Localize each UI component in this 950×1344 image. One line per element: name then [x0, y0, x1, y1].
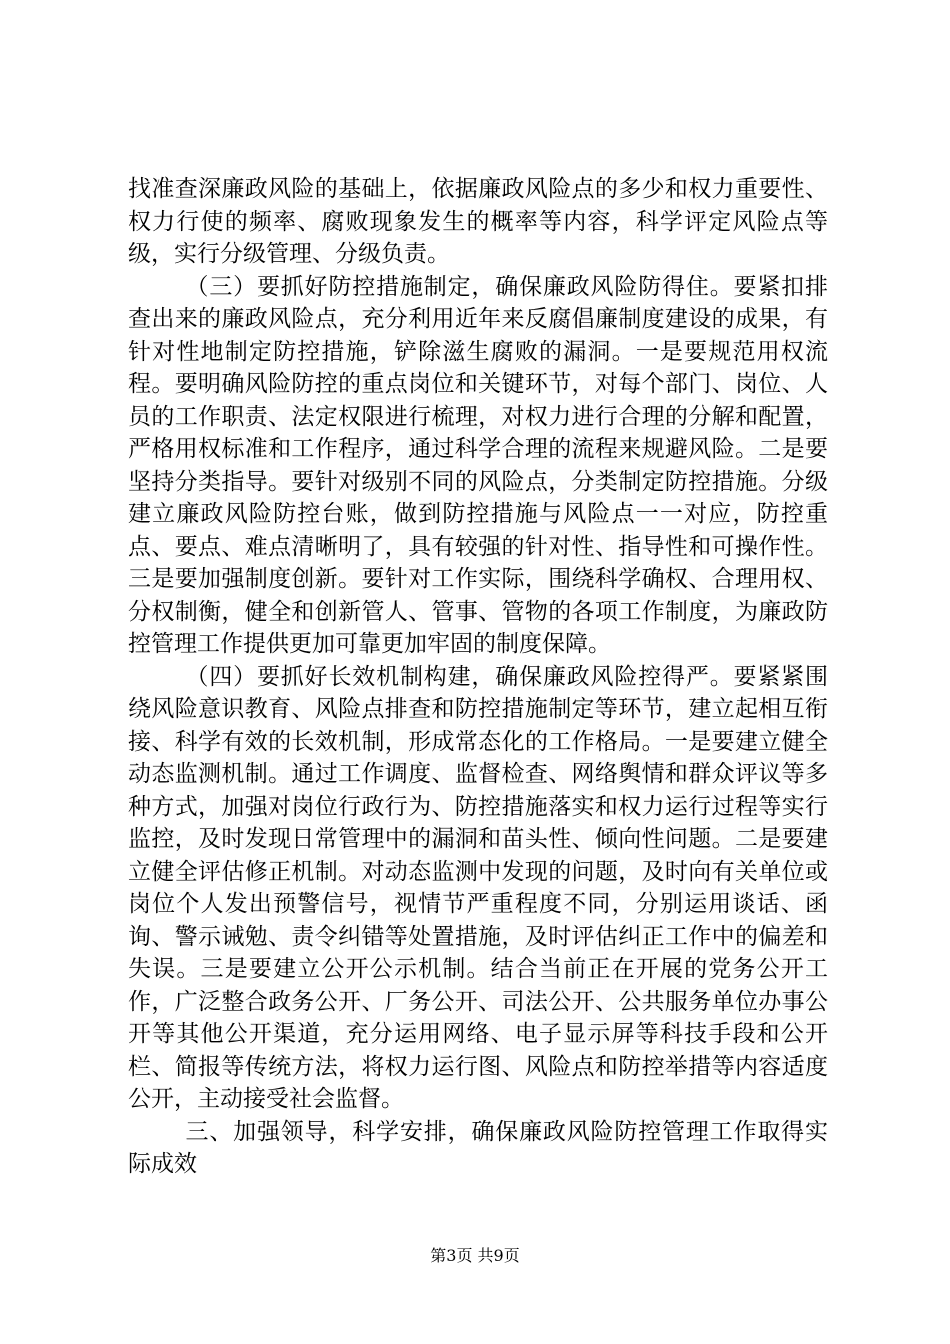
page-number: 第3页 共9页: [430, 1246, 520, 1265]
paragraph-continuation: 找准查深廉政风险的基础上，依据廉政风险点的多少和权力重要性、权力行使的频率、腐败现象发生的概率等内容，科学评定风险点等级，实行分级管理、分级负责。: [128, 176, 828, 267]
paragraph-section-3: （三）要抓好防控措施制定，确保廉政风险防得住。要紧扣排查出来的廉政风险点，充分利用近年来反腐倡廉制度建设的成果，有针对性地制定防控措施，铲除滋生腐败的漏洞。一是要规范用权流程。要明确风险防控的重点岗位和关键环节，对每个部门、岗位、人员的工作职责、法定权限进行梳理，对权力进行合理的分解和配置，严格用权标准和工作程序，通过科学合理的流程来规避风险。二是要坚持分类指导。要针对级别不同的风险点，分类制定防控措施。分级建立廉政风险防控台账，做到防控措施与风险点一一对应，防控重点、要点、难点清晰明了，具有较强的针对性、指导性和可操作性。三是要加强制度创新。要针对工作实际，围绕科学确权、合理用权、分权制衡，健全和创新管人、管事、管物的各项工作制度，为廉政防控管理工作提供更加可靠更加牢固的制度保障。: [128, 273, 828, 657]
page-footer: [0, 1246, 950, 1266]
heading-part-3: 三、加强领导，科学安排，确保廉政风险防控管理工作取得实际成效: [128, 1118, 828, 1177]
paragraph-section-4: （四）要抓好长效机制构建，确保廉政风险控得严。要紧紧围绕风险意识教育、风险点排查和防控措施制定等环节，建立起相互衔接、科学有效的长效机制，形成常态化的工作格局。一是要建立健全动态监测机制。通过工作调度、监督检查、网络舆情和群众评议等多种方式，加强对岗位行政行为、防控措施落实和权力运行过程等实行监控，及时发现日常管理中的漏洞和苗头性、倾向性问题。二是要建立健全评估修正机制。对动态监测中发现的问题，及时向有关单位或岗位个人发出预警信号，视情节严重程度不同，分别运用谈话、函询、警示诫勉、责令纠错等处置措施，及时评估纠正工作中的偏差和失误。三是要建立公开公示机制。结合当前正在开展的党务公开工作，广泛整合政务公开、厂务公开、司法公开、公共服务单位办事公开等其他公开渠道，充分运用网络、电子显示屏等科技手段和公开栏、简报等传统方法，将权力运行图、风险点和防控举措等内容适度公开，主动接受社会监督。: [128, 663, 828, 1112]
document-body: [128, 173, 828, 1181]
